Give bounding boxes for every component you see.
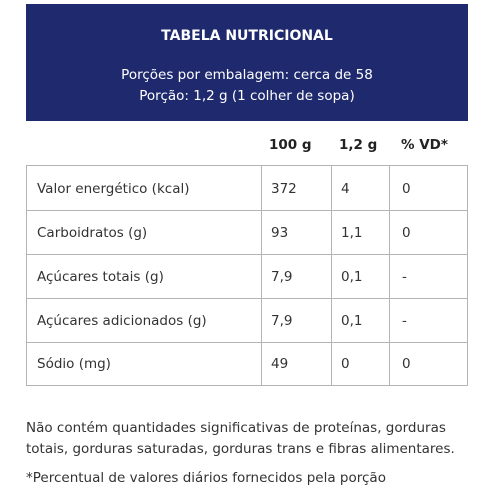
column-divider [331, 166, 332, 385]
cell-added-sugars-vd: - [402, 313, 407, 329]
cell-total-sugars-portion: 0,1 [341, 269, 363, 285]
cell-energy-portion: 4 [341, 181, 350, 197]
daily-value-footnote: *Percentual de valores diários fornecidos pela porção [26, 470, 386, 486]
row-divider [27, 298, 467, 299]
row-label-sodium: Sódio (mg) [37, 356, 111, 372]
cell-total-sugars-100g: 7,9 [271, 269, 293, 285]
cell-energy-100g: 372 [271, 181, 297, 197]
cell-added-sugars-100g: 7,9 [271, 313, 293, 329]
nutrition-header [26, 4, 468, 121]
cell-energy-vd: 0 [402, 181, 411, 197]
row-label-carbs: Carboidratos (g) [37, 225, 148, 241]
row-divider [27, 254, 467, 255]
servings-per-package: Porções por embalagem: cerca de 58 [121, 67, 373, 83]
row-divider [27, 342, 467, 343]
table-title: TABELA NUTRICIONAL [161, 28, 333, 44]
cell-sodium-vd: 0 [402, 356, 411, 372]
row-divider [27, 210, 467, 211]
nutrition-grid [26, 165, 468, 386]
column-header-100g: 100 g [269, 137, 312, 153]
cell-carbs-100g: 93 [271, 225, 289, 241]
column-header-vd: % VD* [401, 137, 448, 153]
nutrition-table-panel [26, 4, 468, 490]
column-divider [261, 166, 262, 385]
column-divider [389, 166, 390, 385]
row-label-total-sugars: Açúcares totais (g) [37, 269, 164, 285]
portion-size: Porção: 1,2 g (1 colher de sopa) [139, 88, 355, 104]
cell-added-sugars-portion: 0,1 [341, 313, 363, 329]
cell-sodium-portion: 0 [341, 356, 350, 372]
insignificant-nutrients-note: Não contém quantidades significativas de proteínas, gorduras totais, gorduras saturadas, gorduras trans e fibras alimentares. [26, 420, 455, 457]
cell-carbs-vd: 0 [402, 225, 411, 241]
cell-total-sugars-vd: - [402, 269, 407, 285]
row-label-added-sugars: Açúcares adicionados (g) [37, 313, 207, 329]
column-header-portion: 1,2 g [339, 137, 378, 153]
cell-carbs-portion: 1,1 [341, 225, 363, 241]
cell-sodium-100g: 49 [271, 356, 289, 372]
row-label-energy: Valor energético (kcal) [37, 181, 190, 197]
